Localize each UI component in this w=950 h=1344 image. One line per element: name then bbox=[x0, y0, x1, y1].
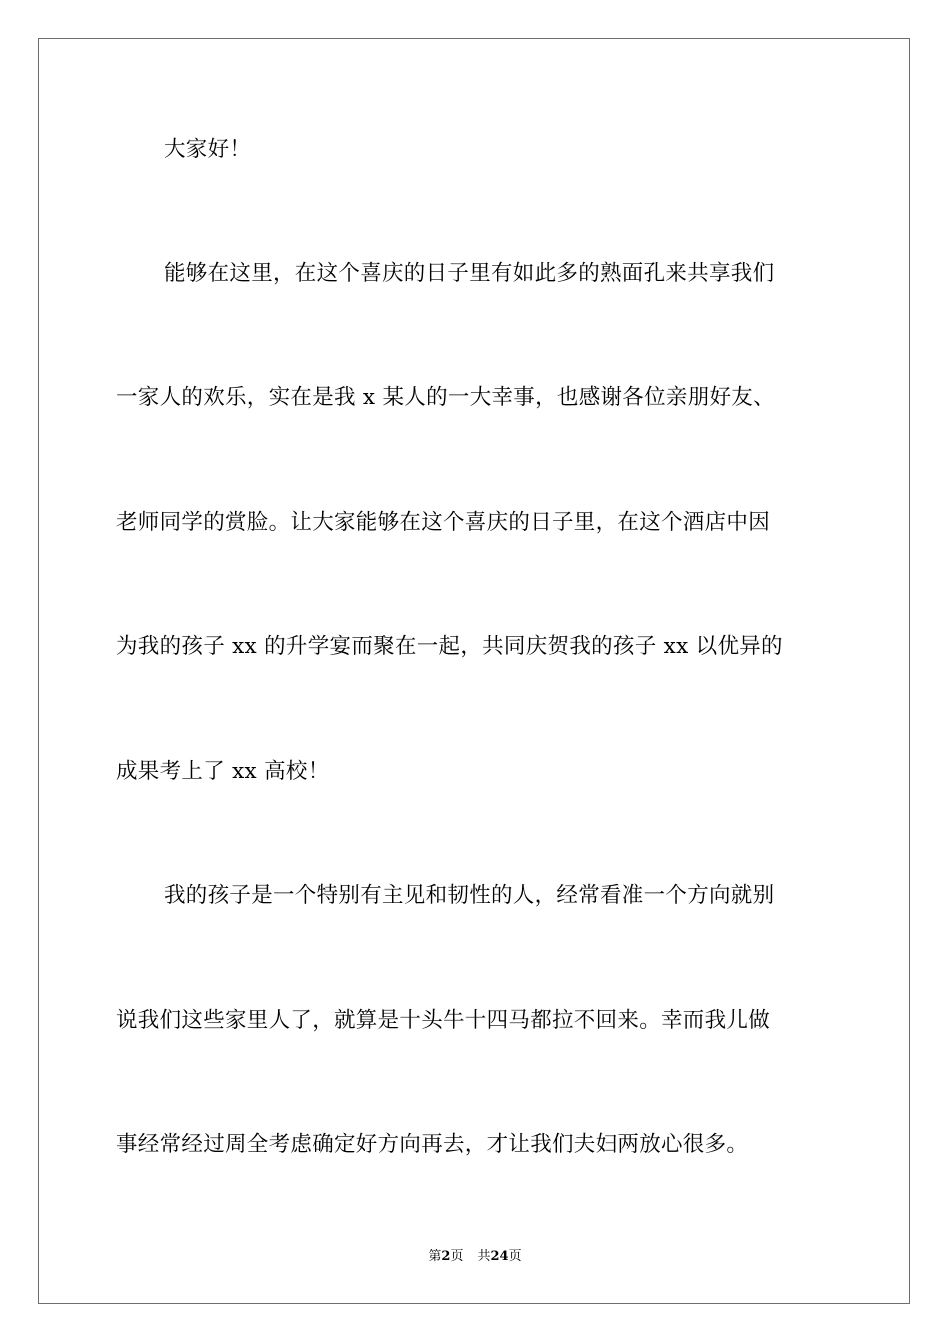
paragraph-2-line-1: 我的孩子是一个特别有主见和韧性的人，经常看准一个方向就别 bbox=[164, 883, 775, 908]
total-pages: 24 bbox=[490, 1249, 509, 1264]
total-prefix: 共 bbox=[477, 1249, 491, 1264]
greeting-line: 大家好！ bbox=[164, 137, 252, 162]
total-suffix: 页 bbox=[508, 1249, 522, 1264]
paragraph-1-line-5: 成果考上了 xx 高校！ bbox=[116, 759, 330, 784]
paragraph-1-line-1: 能够在这里，在这个喜庆的日子里有如此多的熟面孔来共享我们 bbox=[164, 261, 775, 286]
page-prefix: 第 bbox=[428, 1249, 442, 1264]
page-suffix: 页 bbox=[450, 1249, 464, 1264]
page-border bbox=[38, 38, 910, 1304]
paragraph-2-line-3: 事经常经过周全考虑确定好方向再去，才让我们夫妇两放心很多。 bbox=[116, 1132, 749, 1157]
paragraph-2-line-2: 说我们这些家里人了，就算是十头牛十四马都拉不回来。幸而我儿做 bbox=[116, 1008, 771, 1033]
paragraph-1-line-2: 一家人的欢乐，实在是我 x 某人的一大幸事，也感谢各位亲朋好友、 bbox=[116, 385, 775, 410]
page-number: 2 bbox=[441, 1249, 451, 1264]
page-footer bbox=[0, 1248, 950, 1266]
paragraph-1-line-4: 为我的孩子 xx 的升学宴而聚在一起，共同庆贺我的孩子 xx 以优异的 bbox=[116, 634, 783, 659]
paragraph-1-line-3: 老师同学的赏脸。让大家能够在这个喜庆的日子里，在这个酒店中因 bbox=[116, 510, 771, 535]
